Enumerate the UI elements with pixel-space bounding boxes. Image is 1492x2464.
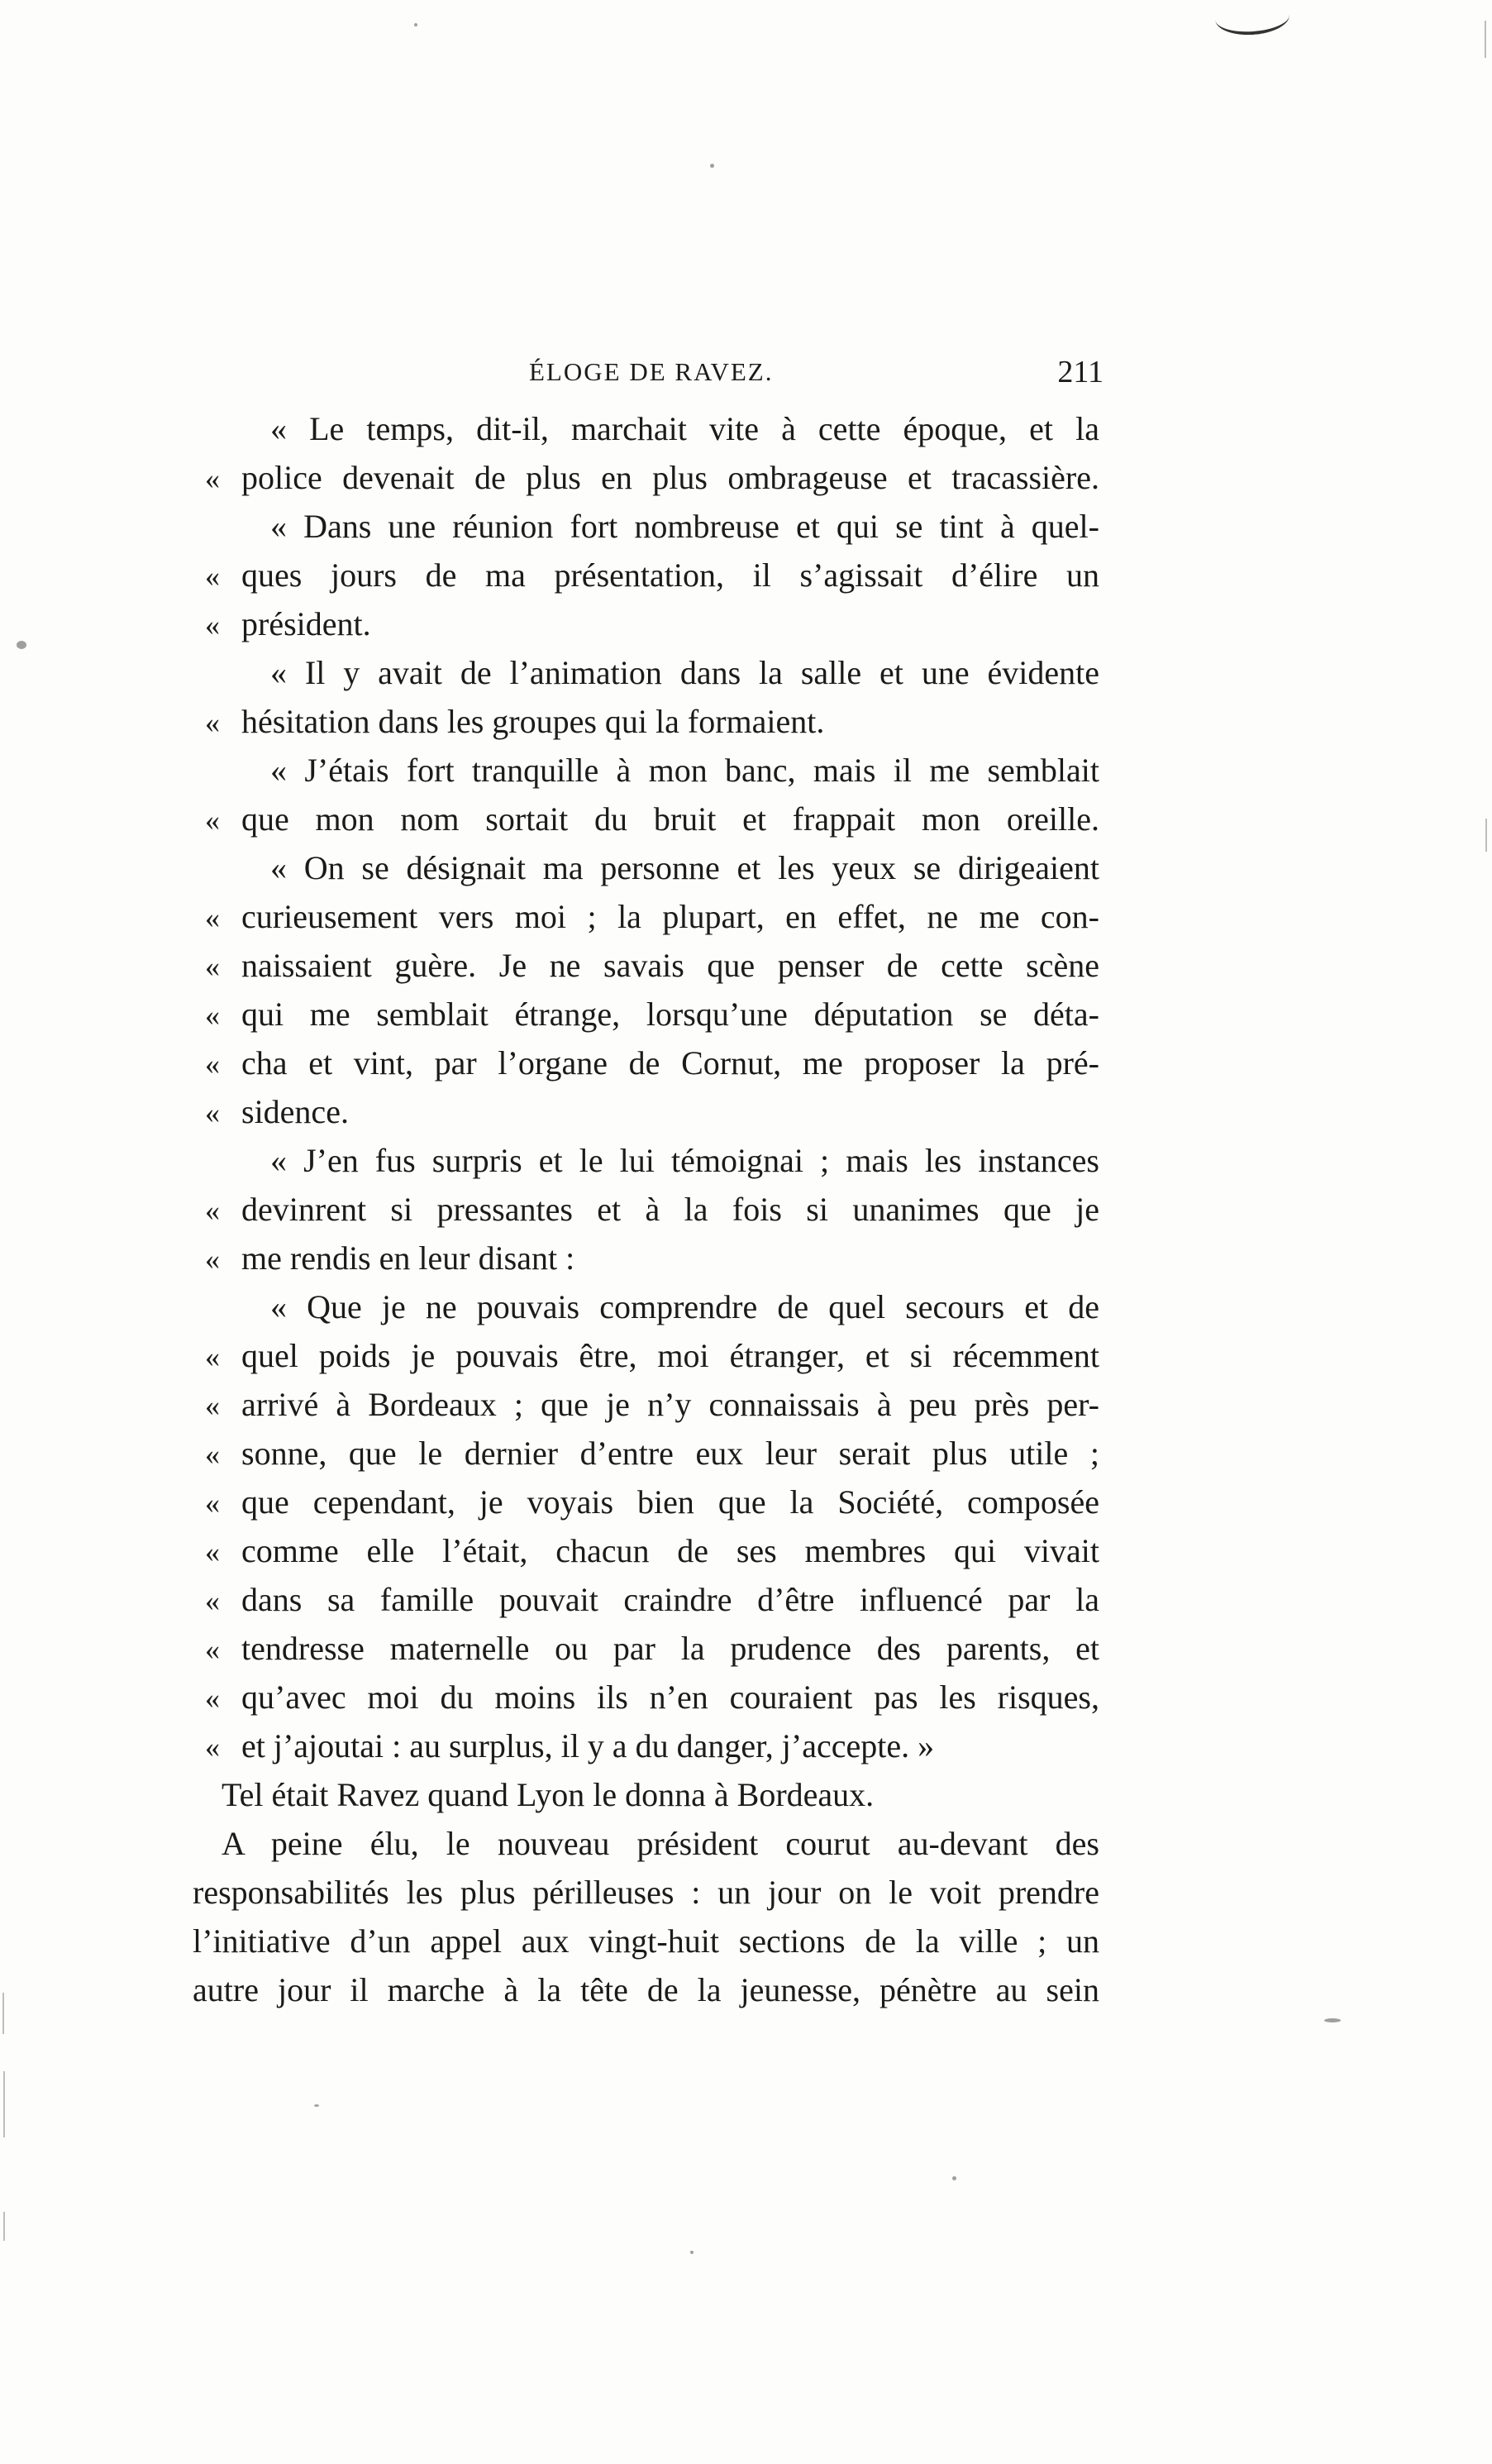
line-text: « Il y avait de l’animation dans la salle et une évidente (270, 654, 1099, 691)
text-line (205, 942, 1099, 990)
text-line (205, 405, 1099, 453)
text-line (193, 1917, 1099, 1965)
text-line (205, 1430, 1099, 1478)
margin-guillemet: « (205, 1584, 220, 1617)
line-text: qui me semblait étrange, lorsqu’une députation se déta- (241, 996, 1099, 1033)
paper-speck (17, 641, 26, 649)
paper-speck (952, 2176, 956, 2180)
margin-guillemet: « (205, 1243, 220, 1276)
text-line (205, 1039, 1099, 1087)
text-line (205, 1234, 1099, 1282)
paper-speck (710, 164, 714, 168)
line-text: curieusement vers moi ; la plupart, en effet, ne me con- (241, 898, 1099, 935)
edge-mark (1485, 21, 1486, 58)
line-text: « On se désignait ma personne et les yeux se dirigeaient (270, 849, 1099, 886)
line-text: comme elle l’était, chacun de ses membres qui vivait (241, 1532, 1099, 1569)
line-text: que cependant, je voyais bien que la Société, composée (241, 1483, 1099, 1521)
line-text: sonne, que le dernier d’entre eux leur serait plus utile ; (241, 1435, 1099, 1472)
running-title: ÉLOGE DE RAVEZ. (529, 357, 774, 386)
margin-guillemet: « (205, 706, 220, 739)
margin-guillemet: « (205, 1340, 220, 1373)
line-text: cha et vint, par l’organe de Cornut, me proposer la pré- (241, 1044, 1099, 1082)
line-text: que mon nom sortait du bruit et frappait mon oreille. (241, 800, 1099, 838)
line-text: « Que je ne pouvais comprendre de quel secours et de (270, 1288, 1099, 1325)
line-text: sidence. (241, 1093, 349, 1130)
text-line (205, 844, 1099, 892)
text-line (193, 1869, 1099, 1917)
line-text: ques jours de ma présentation, il s’agissait d’élire un (241, 556, 1099, 594)
text-line (205, 1674, 1099, 1721)
paper-speck (314, 2104, 319, 2107)
text-line (193, 1771, 1099, 1819)
text-line (205, 1088, 1099, 1136)
text-line (205, 1332, 1099, 1380)
text-line (205, 552, 1099, 599)
margin-guillemet: « (205, 1487, 220, 1520)
text-line (205, 795, 1099, 843)
line-text: qu’avec moi du moins ils n’en couraient pas les risques, (241, 1678, 1099, 1716)
text-line (205, 1527, 1099, 1575)
margin-guillemet: « (205, 1633, 220, 1666)
edge-mark (1485, 819, 1487, 852)
page-number: 211 (1057, 355, 1104, 389)
margin-guillemet: « (205, 804, 220, 837)
text-line (205, 1186, 1099, 1234)
text-line (205, 991, 1099, 1039)
text-line (205, 649, 1099, 697)
text-line (205, 698, 1099, 746)
line-text: tendresse maternelle ou par la prudence des parents, et (241, 1630, 1099, 1667)
line-text: arrivé à Bordeaux ; que je n’y connaissais à peu près per- (241, 1386, 1099, 1423)
text-line (205, 747, 1099, 795)
line-text: devinrent si pressantes et à la fois si unanimes que je (241, 1191, 1099, 1228)
corner-ink-mark (1214, 0, 1291, 37)
text-line (205, 1478, 1099, 1526)
text-line (205, 1137, 1099, 1185)
line-text: responsabilités les plus périlleuses : un jour on le voit prendre (193, 1874, 1099, 1911)
text-line (193, 1966, 1099, 2014)
text-line (205, 893, 1099, 941)
margin-guillemet: « (205, 1194, 220, 1227)
line-text: me rendis en leur disant : (241, 1239, 575, 1277)
line-text: autre jour il marche à la tête de la jeunesse, pénètre au sein (193, 1971, 1099, 2008)
paper-speck (1324, 2018, 1341, 2022)
margin-guillemet: « (205, 901, 220, 934)
text-line (193, 1820, 1099, 1868)
line-text: « J’en fus surpris et le lui témoignai ; mais les instances (270, 1142, 1099, 1179)
margin-guillemet: « (205, 609, 220, 642)
paper-speck (690, 2251, 694, 2254)
margin-guillemet: « (205, 1535, 220, 1569)
line-text: A peine élu, le nouveau président courut au-devant des (222, 1825, 1099, 1862)
text-line (205, 1625, 1099, 1673)
edge-mark (3, 2212, 5, 2241)
line-text: et j’ajoutai : au surplus, il y a du danger, j’accepte. » (241, 1727, 935, 1764)
margin-guillemet: « (205, 950, 220, 983)
margin-guillemet: « (205, 560, 220, 593)
line-text: dans sa famille pouvait craindre d’être influencé par la (241, 1581, 1099, 1618)
margin-guillemet: « (205, 1438, 220, 1471)
page-header (194, 354, 1104, 395)
text-line (205, 503, 1099, 551)
margin-guillemet: « (205, 1389, 220, 1422)
line-text: Tel était Ravez quand Lyon le donna à Bordeaux. (222, 1776, 875, 1813)
line-text: « Dans une réunion fort nombreuse et qui se tint à quel- (270, 508, 1099, 545)
text-line (205, 1722, 1099, 1770)
text-line (205, 600, 1099, 648)
paper-speck (414, 23, 417, 26)
text-line (205, 1283, 1099, 1331)
edge-mark (2, 1993, 4, 2034)
line-text: naissaient guère. Je ne savais que penser de cette scène (241, 947, 1099, 984)
margin-guillemet: « (205, 462, 220, 495)
text-line (205, 1576, 1099, 1624)
margin-guillemet: « (205, 1096, 220, 1129)
line-text: « J’étais fort tranquille à mon banc, mais il me semblait (270, 752, 1099, 789)
line-text: police devenait de plus en plus ombrageuse et tracassière. (241, 459, 1099, 496)
line-text: hésitation dans les groupes qui la formaient. (241, 703, 825, 740)
line-text: l’initiative d’un appel aux vingt-huit sections de la ville ; un (193, 1922, 1099, 1960)
line-text: quel poids je pouvais être, moi étranger, et si récemment (241, 1337, 1099, 1374)
margin-guillemet: « (205, 1682, 220, 1715)
line-text: « Le temps, dit-il, marchait vite à cette époque, et la (270, 410, 1099, 447)
text-line (205, 454, 1099, 502)
line-text: président. (241, 605, 371, 642)
margin-guillemet: « (205, 999, 220, 1032)
text-line (205, 1381, 1099, 1429)
margin-guillemet: « (205, 1048, 220, 1081)
edge-mark (3, 2071, 5, 2137)
margin-guillemet: « (205, 1731, 220, 1764)
